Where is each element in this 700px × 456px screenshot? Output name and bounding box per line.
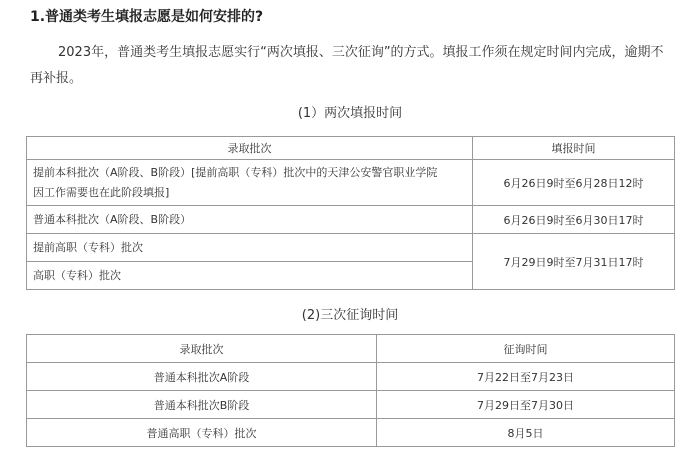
column-header-filling-time: 填报时间 — [473, 137, 675, 160]
table-row — [27, 391, 675, 419]
table-row — [27, 206, 675, 234]
table-row — [27, 234, 675, 262]
batch-cell: 普通本科批次B阶段 — [27, 391, 377, 419]
batch-cell — [27, 160, 473, 206]
consultation-time-table — [26, 334, 675, 447]
batch-cell: 提前高职（专科）批次 — [27, 234, 473, 262]
batch-cell: 普通本科批次（A阶段、B阶段） — [27, 206, 473, 234]
table-header-row — [27, 335, 675, 363]
time-cell: 6月26日9时至6月28日12时 — [473, 160, 675, 206]
time-cell: 7月22日至7月23日 — [377, 363, 675, 391]
batch-cell: 高职（专科）批次 — [27, 262, 473, 290]
table1-caption: (1）两次填报时间 — [297, 106, 403, 121]
time-cell-merged: 7月29日9时至7月31日17时 — [473, 234, 675, 290]
column-header-batch: 录取批次 — [27, 137, 473, 160]
time-cell: 7月29日至7月30日 — [377, 391, 675, 419]
batch-cell: 普通本科批次A阶段 — [27, 363, 377, 391]
table-row — [27, 419, 675, 447]
column-header-consultation-time: 征询时间 — [377, 335, 675, 363]
time-cell: 6月26日9时至6月30日17时 — [473, 206, 675, 234]
section-heading: 1.普通类考生填报志愿是如何安排的? — [30, 9, 264, 25]
table2-caption: (2)三次征询时间 — [301, 308, 399, 323]
table-row — [27, 363, 675, 391]
batch-cell-line-2: 因工作需要也在此阶段填报] — [33, 185, 170, 199]
batch-cell-line-1: 提前本科批次（A阶段、B阶段）[提前高职（专科）批次中的天津公安警官职业学院 — [33, 165, 438, 179]
intro-paragraph — [30, 40, 676, 92]
table-header-row — [27, 137, 675, 160]
filling-time-table — [26, 136, 675, 290]
column-header-batch: 录取批次 — [27, 335, 377, 363]
intro-paragraph-line-2: 再补报。 — [30, 71, 83, 86]
intro-paragraph-line-1: 2023年，普通类考生填报志愿实行“两次填报、三次征询”的方式。填报工作须在规定时间内完成，逾期不 — [58, 45, 664, 60]
table-row — [27, 160, 675, 206]
batch-cell: 普通高职（专科）批次 — [27, 419, 377, 447]
time-cell: 8月5日 — [377, 419, 675, 447]
